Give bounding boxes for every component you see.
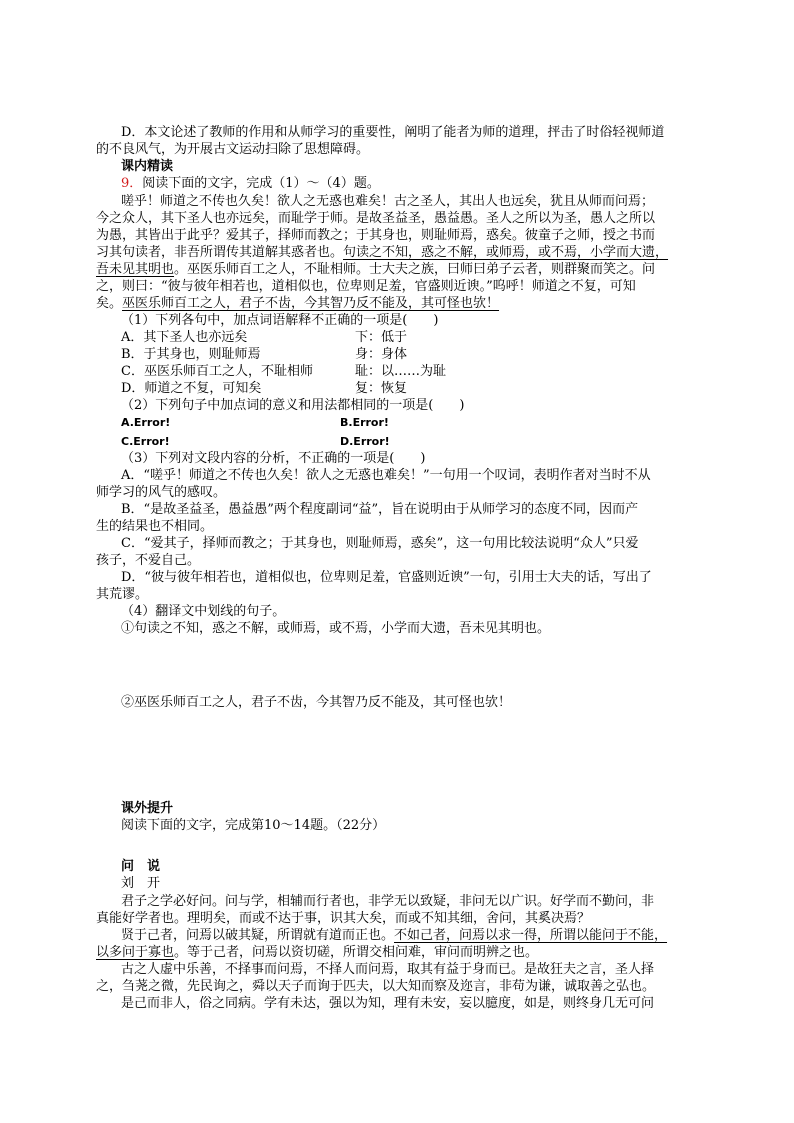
option-d-gloss: 复：恢复 [355, 381, 408, 396]
underlined-sentence-1-end: 吾未见其明也 [96, 262, 175, 277]
error-option-d: D.Error! [340, 435, 390, 448]
question-number: 9． [121, 176, 143, 191]
option-d-line-1: D．本文论述了教师的作用和从师学习的重要性，阐明了能者为师的道理，抨击了时俗轻视师道 [121, 125, 665, 140]
underlined-sentence-3-end: 以多问于寡也 [96, 945, 175, 960]
underlined-sentence-2: 巫医乐师百工之人，君子不齿，今其智乃反不能及，其可怪也欤！ [122, 296, 500, 311]
error-option-b: B.Error! [340, 416, 389, 429]
article-line: 真能好学者也。理明矣，而或不达于事，识其大矣，而或不知其细，舍问，其奚决焉？ [96, 911, 591, 926]
passage-text: 习其句读者，非吾所谓传其道解其惑者也。 [96, 245, 344, 260]
article-text: 。等于己者，问焉以资切磋，所谓交相问难，审问而明辨之也。 [174, 945, 539, 960]
passage-line: 为愚，其皆出于此乎？爱其子，择师而教之；于其身也，则耻师焉，惑矣。彼童子之师，授之书而 [96, 228, 656, 243]
article-author: 刘 开 [121, 876, 161, 891]
passage-line [96, 261, 655, 278]
reading-instructions: 阅读下面的文字，完成第10～14题。（22分） [121, 818, 386, 833]
sub-question-2: （2）下列句子中加点词的意义和用法都相同的一项是( ) [121, 398, 465, 413]
error-option-a: A.Error! [121, 416, 171, 429]
option-a: A．其下圣人也亦远矣 [121, 330, 248, 345]
option-d-line-2: 的不良风气，为开展古文运动扫除了思想障碍。 [96, 142, 370, 157]
underlined-sentence-1: 句读之不知，惑之不解，或师焉，或不焉，小学而大遗， [343, 245, 669, 260]
analysis-option-d-cont: 其荒谬。 [96, 587, 149, 602]
section-heading-in-class: 课内精读 [121, 159, 174, 174]
article-line: 之，刍荛之微，先民询之，舜以天子而询于匹夫，以大知而察及迩言，非苟为谦，诚取善之弘也。 [96, 979, 656, 994]
passage-line [96, 244, 668, 261]
passage-line: 嗟乎！师道之不传也久矣！欲人之无惑也难矣！古之圣人，其出人也远矣，犹且从师而问焉； [121, 194, 655, 209]
passage-text: 矣。 [96, 296, 123, 311]
analysis-option-a-cont: 师学习的风气的感叹。 [96, 485, 227, 500]
question-9-text: 阅读下面的文字，完成（1）～（4）题。 [142, 176, 380, 191]
passage-line [96, 295, 499, 312]
analysis-option-b: B．“是故圣益圣，愚益愚”两个程度副词“益”，旨在说明由于从师学习的态度不同，因而产 [121, 502, 639, 517]
analysis-option-c: C．“爱其子，择师而教之；于其身也，则耻师焉，惑矣”，这一句用比较法说明“众人”只爱 [121, 536, 639, 551]
section-heading-extension: 课外提升 [121, 801, 174, 816]
analysis-option-a: A．“嗟乎！师道之不传也久矣！欲人之无惑也难矣！”一句用一个叹词，表明作者对当时不从 [121, 468, 651, 483]
article-line: 是己而非人，俗之同病。学有未达，强以为知，理有未安，妄以臆度，如是，则终身几无可问 [121, 996, 655, 1011]
option-c-gloss: 耻：以……为耻 [355, 364, 447, 379]
translate-sentence-2: ②巫医乐师百工之人，君子不齿，今其智乃反不能及，其可怪也欤！ [121, 695, 512, 710]
underlined-sentence-3: 不如己者，问焉以求一得，所谓以能问于不能， [394, 928, 668, 943]
error-option-c: C.Error! [121, 435, 170, 448]
article-line [121, 927, 667, 944]
sub-question-4: （4）翻译文中划线的句子。 [121, 604, 286, 619]
passage-line: 今之众人，其下圣人也亦远矣，而耻学于师。是故圣益圣，愚益愚。圣人之所以为圣，愚人之所以 [96, 211, 656, 226]
sub-question-3: （3）下列对文段内容的分析，不正确的一项是( ) [121, 451, 426, 466]
translate-sentence-1: ①句读之不知，惑之不解，或师焉，或不焉，小学而大遗，吾未见其明也。 [121, 621, 551, 636]
analysis-option-b-cont: 生的结果也不相同。 [96, 519, 214, 534]
passage-text: 。巫医乐师百工之人，不耻相师。士大夫之族，曰师曰弟子云者，则群聚而笑之。问 [174, 262, 656, 277]
article-line: 古之人虚中乐善，不择事而问焉，不择人而问焉，取其有益于身而已。是故狂夫之言，圣人择 [121, 962, 655, 977]
article-line [96, 944, 538, 961]
analysis-option-d: D．“彼与彼年相若也，道相似也，位卑则足羞，官盛则近谀”一句，引用士大夫的话，写出了 [121, 570, 652, 585]
option-b-gloss: 身：身体 [355, 347, 408, 362]
article-title: 问 说 [121, 859, 161, 874]
passage-line: 之，则曰：“彼与彼年相若也，道相似也，位卑则足羞，官盛则近谀。”呜呼！师道之不复，可知 [96, 279, 636, 294]
article-text: 贤于己者，问焉以破其疑，所谓就有道而正也。 [121, 928, 395, 943]
option-b: B．于其身也，则耻师焉 [121, 347, 261, 362]
option-d: D．师道之不复，可知矣 [121, 381, 262, 396]
analysis-option-c-cont: 孩子，不爱自己。 [96, 553, 201, 568]
sub-question-1: （1）下列各句中，加点词语解释不正确的一项是( ) [121, 313, 439, 328]
question-9-heading [121, 175, 380, 192]
option-c: C．巫医乐师百工之人，不耻相师 [121, 364, 313, 379]
article-line: 君子之学必好问。问与学，相辅而行者也，非学无以致疑，非问无以广识。好学而不勤问，非 [121, 894, 655, 909]
option-a-gloss: 下：低于 [355, 330, 408, 345]
